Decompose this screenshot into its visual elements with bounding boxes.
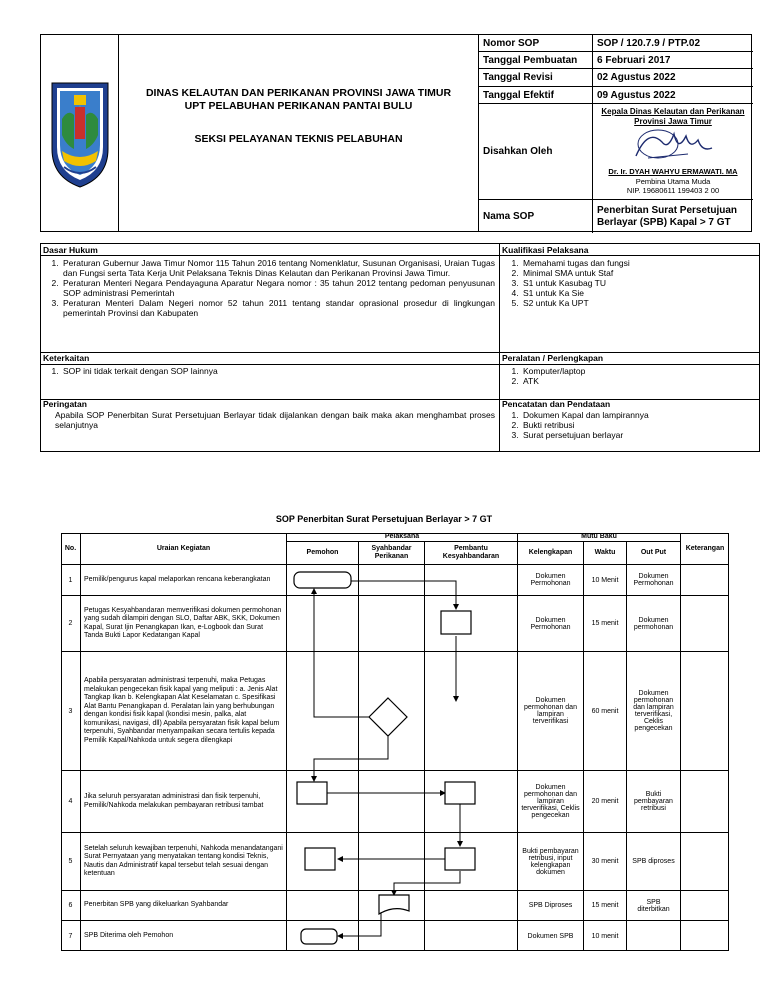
approved-label: Disahkan Oleh (479, 104, 593, 199)
header-kelengkapan: Kelengkapan (518, 542, 584, 565)
meta-value: 6 Februari 2017 (597, 55, 671, 66)
meta-value: 02 Agustus 2022 (597, 72, 676, 83)
terminator-start (294, 572, 351, 588)
decision-pengecekan (369, 698, 407, 736)
process-pernyataan-petugas (445, 848, 475, 870)
sop-name-line-2: Berlayar (SPB) Kapal > 7 GT (597, 216, 731, 228)
approver-title-2: Provinsi Jawa Timur (634, 117, 712, 126)
connector-3-1 (314, 589, 369, 717)
list-item: 3. S1 untuk Kasubag TU (521, 278, 757, 288)
row-kelengkapan: Dokumen Permohonan (518, 565, 584, 596)
row-waktu: 30 menit (584, 833, 627, 891)
row-output: Bukti pembayaran retribusi (627, 771, 681, 833)
header-mutu: Mutu Baku (518, 533, 681, 542)
meta-row (479, 87, 753, 104)
list-item: 5. S2 untuk Ka UPT (521, 298, 757, 308)
info-divider (41, 364, 759, 365)
sop-name-row (479, 200, 753, 233)
flow-table (61, 533, 729, 951)
row-uraian: Penerbitan SPB yang dikeluarkan Syahbandar (81, 891, 287, 921)
list-item: 1. SOP ini tidak terkait dengan SOP lainnya (61, 366, 495, 376)
header-output: Out Put (627, 542, 681, 565)
row-number: 1 (61, 565, 81, 596)
header-keterangan: Keterangan (681, 533, 729, 565)
meta-label: Tanggal Revisi (479, 69, 593, 86)
approver-rank: Pembina Utama Muda (635, 177, 711, 186)
row-number: 5 (61, 833, 81, 891)
header-no: No. (61, 533, 81, 565)
peringatan-text: Apabila SOP Penerbitan Surat Persetujuan Berlayar tidak dijalankan dengan baik maka akan menghambat proses selanjutnya (55, 410, 495, 430)
list-item: 3. Surat persetujuan berlayar (521, 430, 757, 440)
approver-nip: NIP. 19680611 199403 2 00 (626, 186, 720, 195)
list-item: 1. Komputer/laptop (521, 366, 757, 376)
list-item: 2. Minimal SMA untuk Staf (521, 268, 757, 278)
keterkaitan-heading: Keterkaitan (43, 353, 90, 363)
process-verifikasi (441, 611, 471, 634)
sop-name-label: Nama SOP (479, 200, 593, 233)
flow-title: SOP Penerbitan Surat Persetujuan Berlayar > 7 GT (275, 514, 493, 524)
header-syahbandar: Syahbandar Perikanan (359, 542, 425, 565)
process-pembayaran-pemohon (297, 782, 327, 804)
row-uraian: Jika seluruh persyaratan administrasi dan fisik terpenuhi, Pemilik/Nahkoda melakukan pembayaran retribusi tambat (81, 771, 287, 833)
peringatan-heading: Peringatan (43, 399, 87, 409)
dasar-hukum-heading: Dasar Hukum (43, 245, 98, 255)
agency-line-2: UPT PELABUHAN PERIKANAN PANTAI BULU (184, 100, 413, 112)
row-waktu: 10 menit (584, 921, 627, 951)
row-output: SPB diterbitkan (627, 891, 681, 921)
list-item: 1. Memahami tugas dan fungsi (521, 258, 757, 268)
row-number: 6 (61, 891, 81, 921)
pencatatan-list (507, 410, 757, 440)
row-kelengkapan: Bukti pembayaran retribusi, input kelengkapan dokumen (518, 833, 584, 891)
section-name: SEKSI PELAYANAN TEKNIS PELABUHAN (194, 133, 403, 145)
dasar-hukum-list (47, 258, 495, 318)
row-waktu: 15 menit (584, 596, 627, 652)
list-item: 4. S1 untuk Ka Sie (521, 288, 757, 298)
pencatatan-heading: Pencatatan dan Pendataan (502, 399, 611, 409)
peralatan-list (507, 366, 757, 386)
list-item: 1. Dokumen Kapal dan lampirannya (521, 410, 757, 420)
signature-block (593, 104, 753, 199)
row-kelengkapan: Dokumen SPB (518, 921, 584, 951)
meta-row (479, 52, 753, 69)
row-uraian: Petugas Kesyahbandaran memverifikasi dokumen permohonan yang sudah dilampiri dengan SLO, Daftar ABK, SKK, Dokumen Kapal, Surat Ijin Penangkapan Ikan, e-Logbook dan Surat Tanda Bukti Lapor Kedatangan Kapal (81, 596, 287, 652)
header-pembantu: Pembantu Kesyahbandaran (425, 542, 518, 565)
process-pernyataan-pemohon (305, 848, 335, 870)
flowchart (61, 533, 729, 951)
title-cell (119, 35, 479, 231)
row-number: 7 (61, 921, 81, 951)
process-pembayaran-petugas (445, 782, 475, 804)
connector-6-7 (338, 906, 381, 936)
list-item: 1. Peraturan Gubernur Jawa Timur Nomor 115 Tahun 2016 tentang Nomenklatur, Susunan Organisasi, Uraian Tugas dan Fungsi serta Tata Kerja Unit Pelaksana Teknis Dinas Kelautan dan Perikanan Provinsi Jawa Timur. (61, 258, 495, 278)
info-divider (41, 399, 759, 400)
meta-value: 09 Agustus 2022 (597, 90, 676, 101)
row-kelengkapan: Dokumen Permohonan (518, 596, 584, 652)
approver-name: Dr. Ir. DYAH WAHYU ERMAWATI. MA (608, 167, 738, 176)
row-uraian: Pemilik/pengurus kapal melaporkan rencana keberangkatan (81, 565, 287, 596)
document-spb (379, 895, 409, 914)
approver-title-1: Kepala Dinas Kelautan dan Perikanan (601, 107, 745, 116)
meta-value: SOP / 120.7.9 / PTP.02 (597, 38, 701, 49)
row-number: 3 (61, 652, 81, 771)
terminator-end (301, 929, 337, 944)
logo-cell (41, 35, 119, 231)
row-waktu: 10 Menit (584, 565, 627, 596)
sop-name (593, 200, 753, 233)
handwritten-signature (628, 122, 718, 166)
approval-row (479, 104, 753, 200)
info-divider (41, 255, 759, 256)
meta-row (479, 35, 753, 52)
connector-3-4 (314, 736, 388, 781)
row-number: 4 (61, 771, 81, 833)
header-waktu: Waktu (584, 542, 627, 565)
info-divider (41, 352, 759, 353)
row-uraian: Apabila persyaratan administrasi terpenuhi, maka Petugas melakukan pengecekan fisik kapal yang meliputi : a. Jenis Alat Tangkap Ikan b. Kelengkapan Alat Keselamatan c. Spesifikasi Alat Bantu Penangkapan d. Peralatan lain yang berhubungan dengan kondisi fisik kapal (kondisi mesin, palka, alat komunikasi, navigasi, dll) Apabila persyaratan fisik kapal belum terpenuhi, Syahbandar menyampaikan secara tertulis kepada Pemilik Kapal/Nahkoda untuk segera dilengkapi (81, 652, 287, 771)
keterkaitan-list (47, 366, 495, 376)
sop-info (40, 243, 760, 452)
list-item: 2. Peraturan Menteri Negara Pendayaguna Aparatur Negara nomor : 35 tahun 2012 tentang pedoman penyusunan SOP administrasi Pemerintah (61, 278, 495, 298)
agency-name (119, 87, 478, 113)
kualifikasi-list (507, 258, 757, 308)
row-kelengkapan: Dokumen permohonan dan lampiran terverifikasi (518, 652, 584, 771)
meta-label: Tanggal Efektif (479, 87, 593, 103)
list-item: 2. ATK (521, 376, 757, 386)
row-output: Dokumen permohonan dan lampiran terverifikasi, Ceklis pengecekan (627, 652, 681, 771)
row-waktu: 60 menit (584, 652, 627, 771)
list-item: 3. Peraturan Menteri Dalam Negeri nomor 52 tahun 2011 tentang standar oprasional prosedur di lingkungan pemerintah Provinsi dan Kabupaten (61, 298, 495, 318)
info-divider (499, 244, 500, 451)
connector-5-6 (394, 871, 460, 895)
jawa-timur-emblem-icon (48, 79, 112, 191)
row-waktu: 20 menit (584, 771, 627, 833)
meta-label: Nomor SOP (479, 35, 593, 51)
sop-header (40, 34, 752, 232)
row-kelengkapan: Dokumen permohonan dan lampiran terverifikasi, Ceklis pengecekan (518, 771, 584, 833)
kualifikasi-heading: Kualifikasi Pelaksana (502, 245, 589, 255)
row-number: 2 (61, 596, 81, 652)
header-pelaksana: Pelaksana (287, 533, 518, 542)
row-waktu: 15 menit (584, 891, 627, 921)
row-uraian: SPB Diterima oleh Pemohon (81, 921, 287, 951)
header-uraian: Uraian Kegiatan (81, 533, 287, 565)
row-kelengkapan: SPB Diproses (518, 891, 584, 921)
row-output: Dokumen Permohonan (627, 565, 681, 596)
row-uraian: Setelah seluruh kewajiban terpenuhi, Nahkoda menandatangani Surat Pernyataan yang menyatakan tentang kondisi Teknis, Nautis dan Administratif kapal tersebut telah sesuai dengan ketentuan (81, 833, 287, 891)
connector-1-2 (351, 581, 456, 609)
meta-row (479, 69, 753, 87)
header-pemohon: Pemohon (287, 542, 359, 565)
row-output: SPB diproses (627, 833, 681, 891)
list-item: 2. Bukti retribusi (521, 420, 757, 430)
peralatan-heading: Peralatan / Perlengkapan (502, 353, 604, 363)
meta-label: Tanggal Pembuatan (479, 52, 593, 68)
sop-name-line-1: Penerbitan Surat Persetujuan (597, 204, 738, 216)
agency-line-1: DINAS KELAUTAN DAN PERIKANAN PROVINSI JAWA TIMUR (145, 87, 452, 99)
row-output: Dokumen permohonan (627, 596, 681, 652)
